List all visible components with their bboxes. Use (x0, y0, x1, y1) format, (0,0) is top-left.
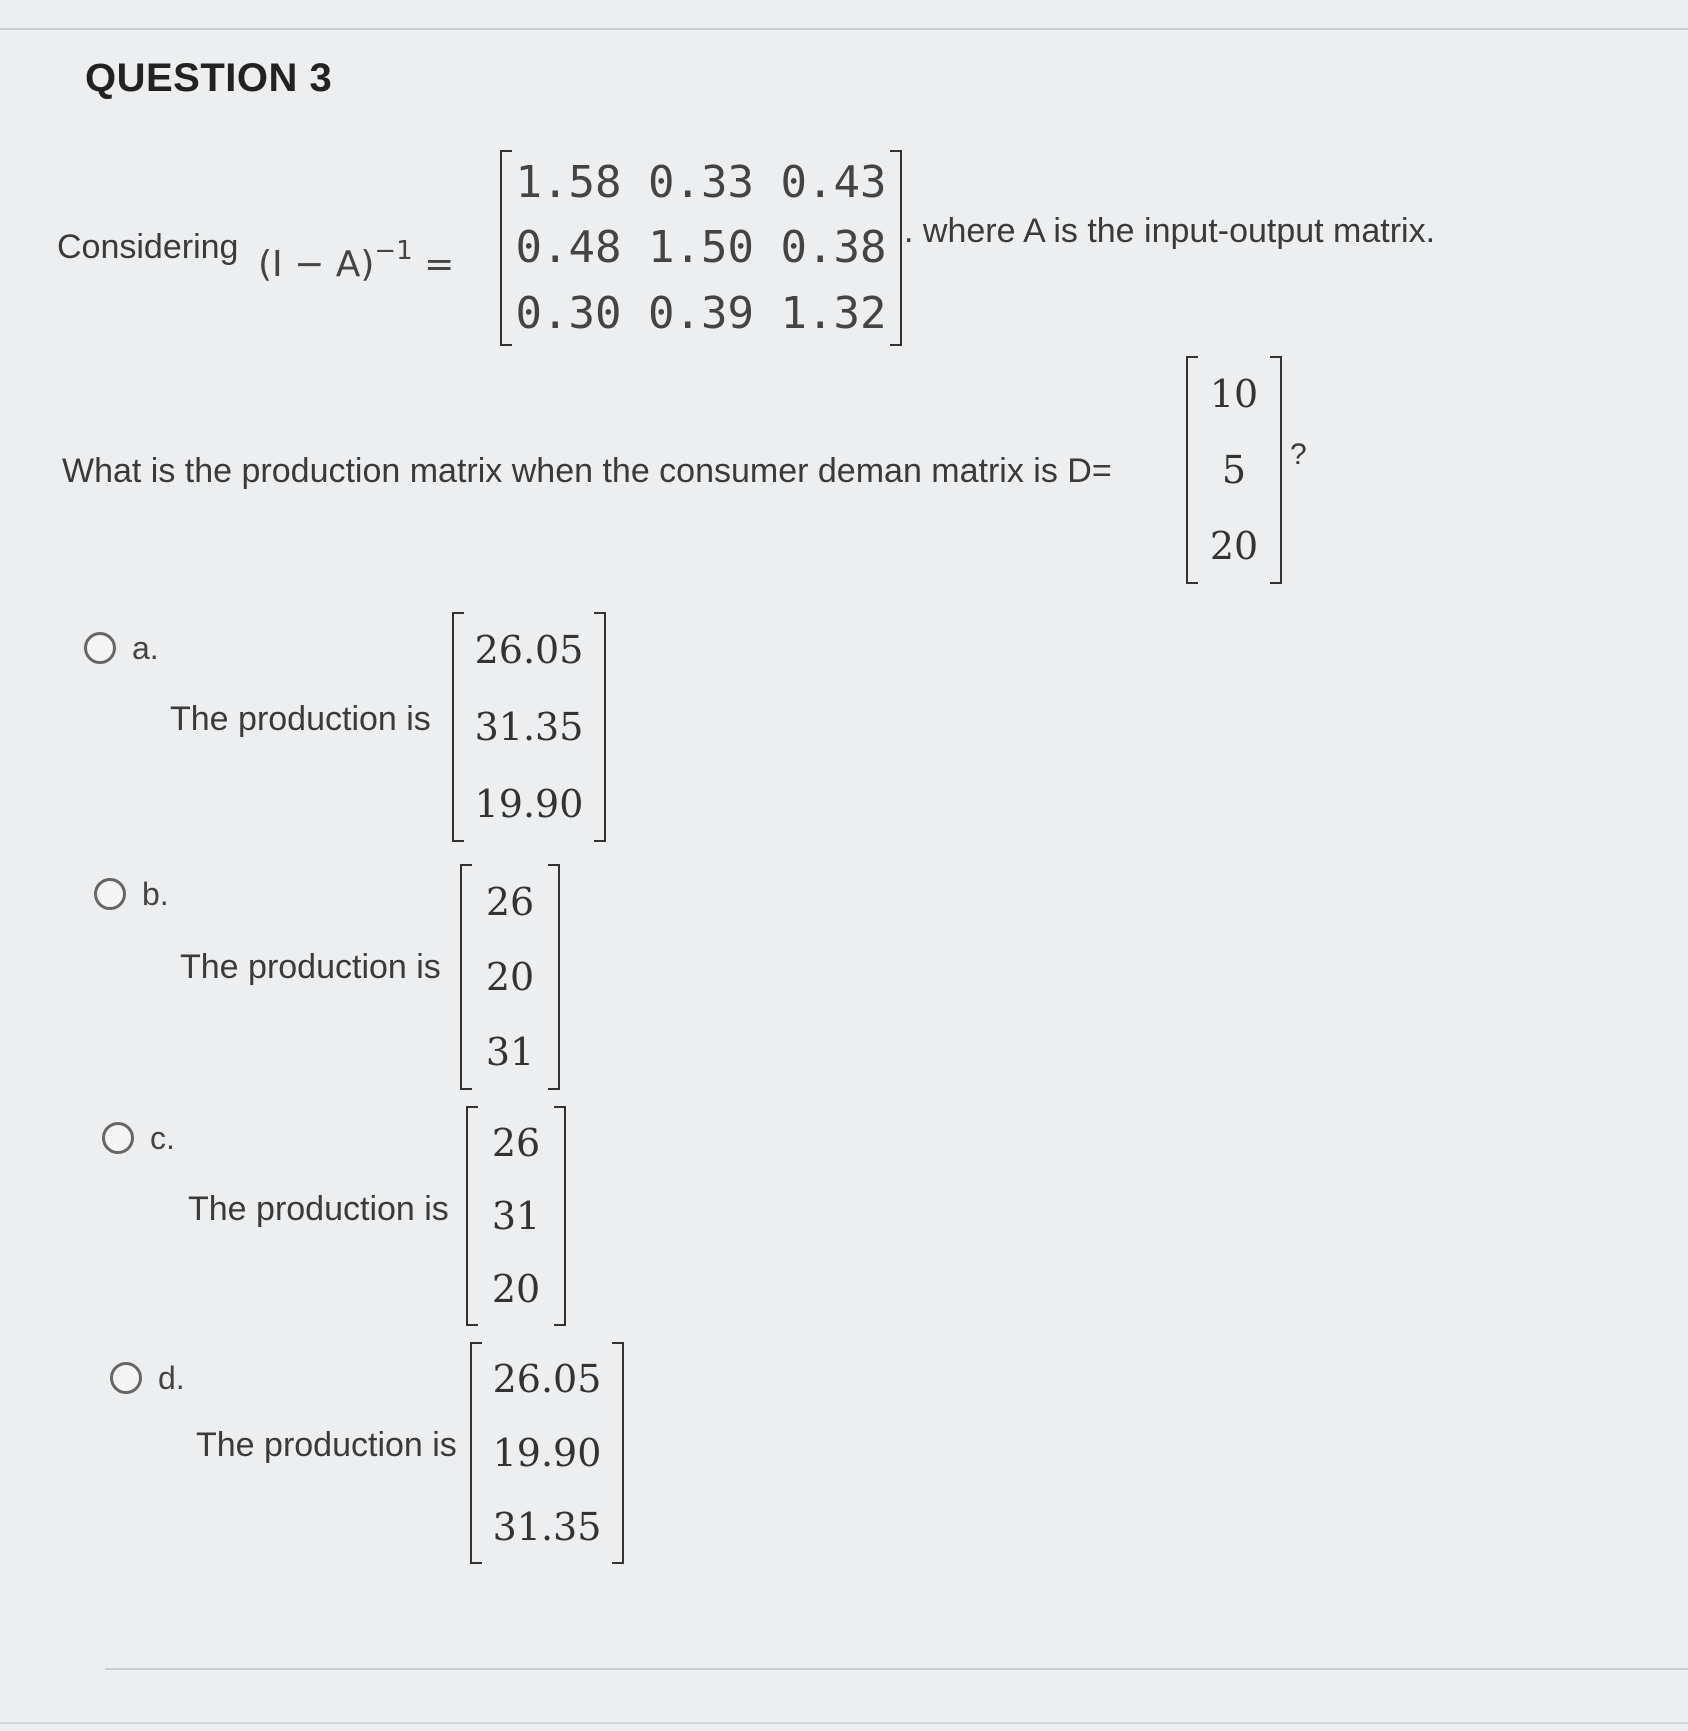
option-d-radio[interactable] (110, 1362, 142, 1394)
top-divider (0, 28, 1688, 30)
option-a-matrix (452, 612, 606, 842)
option-c-prefix: The production is (188, 1190, 449, 1228)
option-c-value: 26 (491, 1120, 541, 1165)
bottom-divider-lower (0, 1722, 1688, 1724)
option-a-prefix: The production is (170, 700, 431, 738)
option-d-value: 19.90 (492, 1431, 602, 1475)
equals-sign: = (424, 244, 455, 285)
matrix-cell: 0.39 (648, 287, 754, 339)
inverse-matrix-row-2 (516, 222, 887, 273)
inverse-matrix (500, 150, 902, 346)
demand-cell: 20 (1209, 524, 1259, 568)
matrix-cell: 1.50 (648, 222, 754, 274)
option-c-letter: c. (150, 1120, 175, 1156)
option-c-matrix (466, 1106, 566, 1326)
matrix-cell: 0.43 (780, 157, 887, 209)
demand-cell: 5 (1221, 448, 1247, 492)
inverse-matrix-row-3 (516, 288, 887, 339)
matrix-cell: 0.30 (515, 287, 622, 339)
inverse-expression (258, 236, 455, 285)
option-d-matrix (470, 1342, 624, 1564)
option-a-letter: a. (132, 630, 159, 666)
option-a-value: 19.90 (474, 781, 584, 826)
option-b-radio[interactable] (94, 878, 126, 910)
inverse-matrix-row-1 (516, 157, 887, 208)
option-d-value: 26.05 (492, 1357, 602, 1401)
question-title: QUESTION 3 (85, 56, 333, 100)
option-a-value: 31.35 (474, 704, 584, 749)
option-b-matrix (460, 864, 560, 1090)
option-b-letter: b. (142, 876, 169, 912)
option-b-value: 26 (485, 879, 535, 924)
option-a-value: 26.05 (474, 628, 584, 673)
question-mark: ? (1290, 438, 1307, 471)
expression-text: (I − A) (258, 244, 375, 285)
exponent-text: −1 (374, 236, 413, 266)
option-d-letter: d. (158, 1360, 185, 1396)
considering-label: Considering (57, 228, 239, 266)
matrix-cell: 0.33 (648, 157, 754, 209)
option-b-prefix: The production is (180, 948, 441, 986)
matrix-cell: 1.32 (780, 287, 887, 339)
option-b-value: 20 (485, 954, 535, 999)
option-c-value: 31 (491, 1193, 541, 1238)
where-text: . where A is the input-output matrix. (904, 212, 1436, 250)
option-d-value: 31.35 (492, 1505, 602, 1549)
matrix-cell: 0.38 (780, 222, 887, 274)
demand-cell: 10 (1209, 372, 1259, 416)
option-c-radio[interactable] (102, 1122, 134, 1154)
option-b-value: 31 (485, 1030, 535, 1075)
bottom-divider (105, 1668, 1688, 1670)
option-a-radio[interactable] (84, 632, 116, 664)
demand-matrix (1186, 356, 1282, 584)
prompt-text: What is the production matrix when the consumer deman matrix is D= (62, 452, 1112, 490)
matrix-cell: 1.58 (515, 157, 622, 209)
option-d-prefix: The production is (196, 1426, 457, 1464)
option-c-value: 20 (491, 1267, 541, 1312)
matrix-cell: 0.48 (515, 222, 622, 274)
